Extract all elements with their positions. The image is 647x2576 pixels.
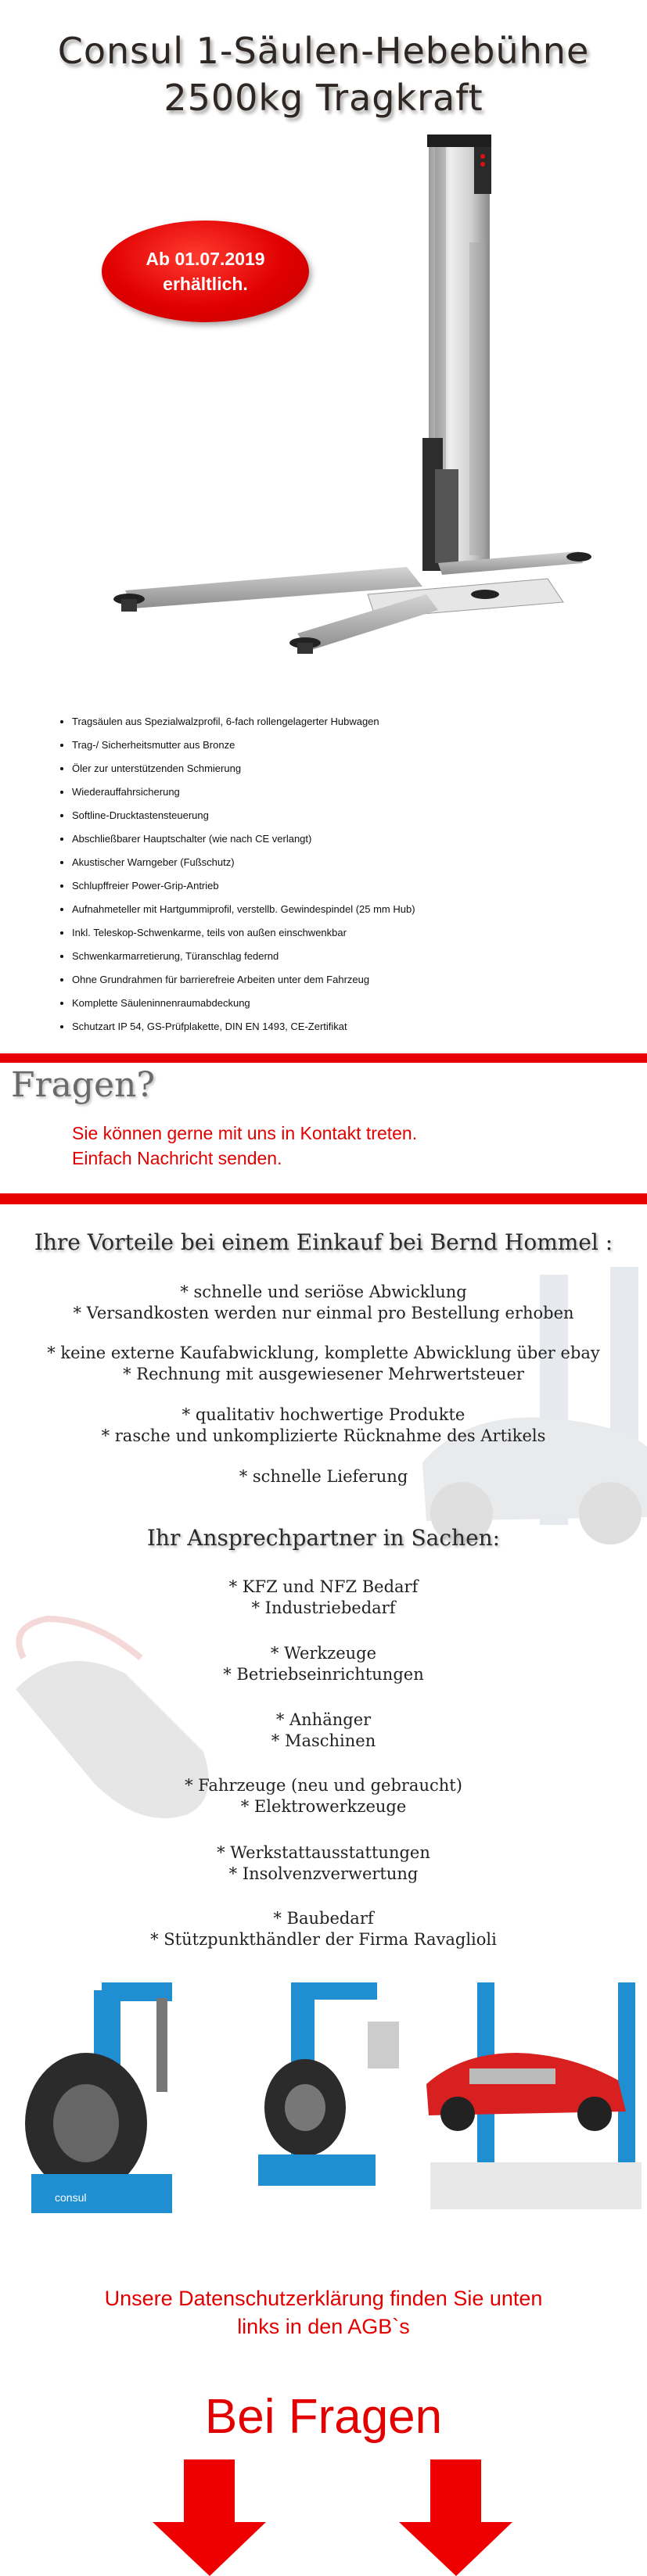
ansprechpartner-item: * Industriebedarf — [251, 1598, 396, 1617]
page-title-line-1: Consul 1-Säulen-Hebebühne — [57, 30, 590, 72]
arrow-down-icon — [153, 2459, 266, 2576]
feature-list — [49, 710, 581, 1039]
ansprechpartner-item: * Anhänger — [275, 1710, 372, 1729]
feature-item: • Abschließbarer Hauptschalter (wie nach CE verlangt) — [72, 827, 581, 851]
tire-changer-image — [25, 1982, 172, 2213]
availability-badge — [102, 221, 309, 322]
ansprechpartner-item: * Elektrowerkzeuge — [240, 1797, 407, 1816]
feature-item: • Tragsäulen aus Spezialwalzprofil, 6-fach rollengelagerter Hubwagen — [72, 710, 581, 734]
product-logo: consul — [55, 2191, 87, 2204]
ansprechpartner-item: * Baubedarf — [273, 1909, 374, 1928]
feature-item: • Schutzart IP 54, GS-Prüfplakette, DIN EN 1493, CE-Zertifikat — [72, 1015, 581, 1039]
feature-item: • Komplette Säuleninnenraumabdeckung — [72, 992, 581, 1015]
availability-date: Ab 01.07.2019 — [146, 249, 265, 269]
ansprechpartner-item: * Werkzeuge — [270, 1644, 377, 1663]
ansprechpartner-item: * Stützpunkthändler der Firma Ravaglioli — [150, 1930, 497, 1949]
bei-fragen-heading: Bei Fragen — [204, 2390, 443, 2444]
datenschutz-line-2: links in den AGB`s — [237, 2315, 410, 2338]
vorteil-item: * schnelle Lieferung — [239, 1467, 408, 1486]
arrow-down-icon — [399, 2459, 512, 2576]
contact-line-2: Einfach Nachricht senden. — [72, 1148, 282, 1168]
ansprechpartner-heading: Ihr Ansprechpartner in Sachen: — [146, 1525, 501, 1551]
feature-item: • Trag-/ Sicherheitsmutter aus Bronze — [72, 734, 581, 757]
availability-note: erhältlich. — [163, 274, 248, 294]
red-divider-top — [0, 1053, 647, 1063]
ansprechpartner-item: * Insolvenzverwertung — [228, 1864, 419, 1883]
datenschutz-line-1: Unsere Datenschutzerklärung finden Sie unten — [104, 2287, 543, 2310]
feature-item: • Inkl. Teleskop-Schwenkarme, teils von außen einschwenkbar — [72, 921, 581, 945]
feature-item: • Ohne Grundrahmen für barrierefreie Arbeiten unter dem Fahrzeug — [72, 968, 581, 992]
red-divider-bottom — [0, 1193, 647, 1204]
feature-item: • Aufnahmeteller mit Hartgummiprofil, verstellb. Gewindespindel (25 mm Hub) — [72, 898, 581, 921]
vorteil-item: * schnelle und seriöse Abwicklung — [180, 1283, 467, 1301]
vorteil-item: * qualitativ hochwertige Produkte — [182, 1405, 465, 1424]
ansprechpartner-item: * Fahrzeuge (neu und gebraucht) — [185, 1776, 462, 1795]
feature-item: • Wiederauffahrsicherung — [72, 780, 581, 804]
ansprechpartner-item: * Betriebseinrichtungen — [223, 1665, 424, 1684]
feature-item: • Öler zur unterstützenden Schmierung — [72, 757, 581, 780]
contact-line-1: Sie können gerne mit uns in Kontakt treten. — [72, 1123, 418, 1143]
vorteile-heading: Ihre Vorteile bei einem Einkauf bei Bernd Hommel : — [34, 1229, 613, 1255]
tire-changer-image — [258, 1982, 399, 2186]
feature-item: • Schwenkarmarretierung, Türanschlag federnd — [72, 945, 581, 968]
product-photo-strip — [0, 1975, 647, 2233]
fragen-heading: Fragen? — [11, 1065, 155, 1105]
feature-item: • Schlupffreier Power-Grip-Antrieb — [72, 874, 581, 898]
lift-product-image — [0, 125, 647, 657]
ansprechpartner-item: * Maschinen — [271, 1731, 376, 1750]
vorteil-item: * keine externe Kaufabwicklung, komplette Abwicklung über ebay — [47, 1344, 600, 1362]
lift-with-car-image — [426, 1982, 642, 2209]
arrows — [0, 2459, 647, 2576]
vorteil-item: * Rechnung mit ausgewiesener Mehrwertsteuer — [123, 1365, 524, 1383]
ansprechpartner-item: * Werkstattausstattungen — [217, 1843, 430, 1862]
feature-item: • Softline-Drucktastensteuerung — [72, 804, 581, 827]
feature-item: • Akustischer Warngeber (Fußschutz) — [72, 851, 581, 874]
vorteil-item: * rasche und unkomplizierte Rücknahme des Artikels — [101, 1426, 546, 1445]
ansprechpartner-item: * KFZ und NFZ Bedarf — [228, 1577, 419, 1596]
page-title-line-2: 2500kg Tragkraft — [164, 77, 483, 119]
vorteil-item: * Versandkosten werden nur einmal pro Bestellung erhoben — [73, 1304, 574, 1322]
